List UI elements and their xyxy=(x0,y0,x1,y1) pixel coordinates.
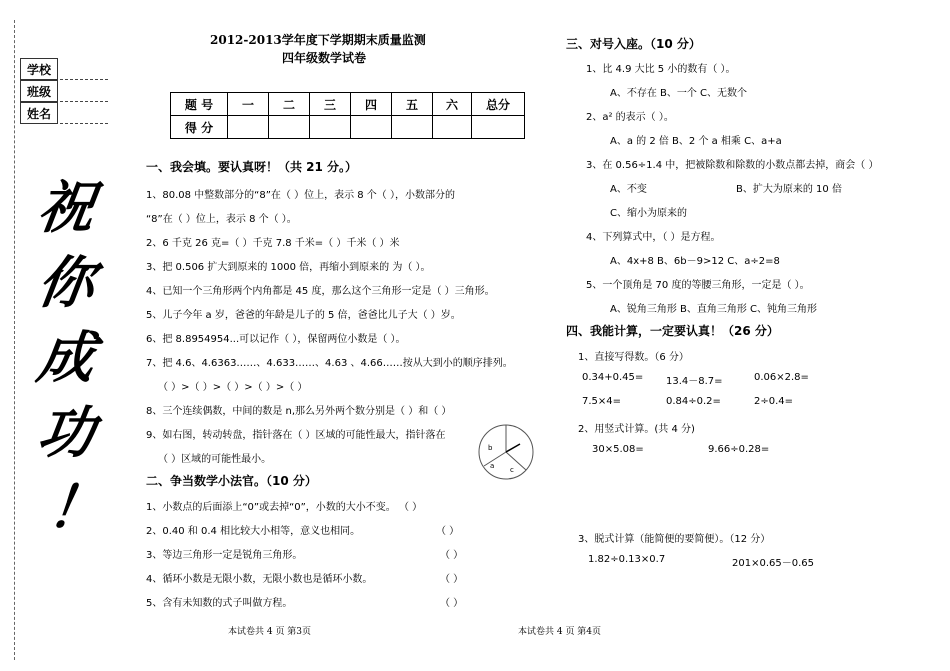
s1-line: “8”在（ ）位上，表示 8 个（ ）。 xyxy=(146,214,297,225)
score-cell[interactable] xyxy=(392,116,433,139)
s3-line: 5、一个顶角是 70 度的等腰三角形，一定是（ ）。 xyxy=(586,280,810,291)
s3-option: A、锐角三角形 B、直角三角形 C、钝角三角形 xyxy=(610,304,818,315)
section4-heading: 四、我能计算，一定要认真！（26 分） xyxy=(566,324,779,338)
s3-option: A、a 的 2 倍 B、2 个 a 相乘 C、a+a xyxy=(610,136,782,147)
footer-page-right: 本试卷共 4 页 第4页 xyxy=(518,627,602,637)
slogan-char-3: 成 xyxy=(33,325,99,391)
s1-line: 5、儿子今年 a 岁，爸爸的年龄是儿子的 5 倍，爸爸比儿子大（ ）岁。 xyxy=(146,310,461,321)
score-cell[interactable] xyxy=(269,116,310,139)
slogan-char-2: 你 xyxy=(33,250,99,316)
s3-option: B、扩大为原来的 10 倍 xyxy=(736,184,842,195)
score-cell[interactable] xyxy=(433,116,472,139)
s2-line: 3、等边三角形一定是锐角三角形。 xyxy=(146,550,303,561)
calc-item: 0.06×2.8= xyxy=(754,372,809,383)
s1-line: 9、如右图，转动转盘，指针落在（ ）区域的可能性最大，指针落在 xyxy=(146,430,446,441)
score-head-cell: 四 xyxy=(351,93,392,116)
score-table-score-row xyxy=(171,116,525,139)
s1-line: 1、80.08 中整数部分的“8”在（ ）位上，表示 8 个（ ），小数部分的 xyxy=(146,190,455,201)
answer-bracket[interactable]: （ ） xyxy=(440,598,464,609)
s3-line: 1、比 4.9 大比 5 小的数有（ ）。 xyxy=(586,64,736,75)
exam-title: 2012-2013学年度下学期期末质量监测 xyxy=(210,33,426,47)
answer-bracket[interactable]: （ ） xyxy=(440,574,464,585)
s3-line: 2、a² 的表示（ ）。 xyxy=(586,112,674,123)
spinner-label-c: c xyxy=(510,466,514,474)
calc-item: 2÷0.4= xyxy=(754,396,794,407)
vertical-calc-item: 9.66÷0.28= xyxy=(708,444,770,455)
spinner-label-a: a xyxy=(490,462,495,470)
answer-bracket[interactable]: （ ） xyxy=(440,550,464,561)
student-info-box xyxy=(20,58,108,128)
slogan-char-1: 祝 xyxy=(33,175,99,241)
s3-option: A、4x+8 B、6b－9>12 C、a÷2=8 xyxy=(610,256,780,267)
s1-line: 8、三个连续偶数，中间的数是 n,那么另外两个数分别是（ ）和（ ） xyxy=(146,406,452,417)
school-label: 学校 xyxy=(20,58,58,80)
info-row-school xyxy=(20,58,108,80)
section3-heading: 三、对号入座。（10 分） xyxy=(566,37,701,51)
s3-line: 3、在 0.56÷1.4 中，把被除数和除数的小数点都去掉，商会（ ） xyxy=(586,160,879,171)
s4-sub2: 2、用竖式计算。(共 4 分) xyxy=(578,424,695,435)
score-cell[interactable] xyxy=(472,116,525,139)
score-cell[interactable] xyxy=(351,116,392,139)
score-head-cell: 二 xyxy=(269,93,310,116)
info-row-name xyxy=(20,102,108,124)
score-head-cell: 题 号 xyxy=(171,93,228,116)
s1-line: 2、6 千克 26 克=（ ）千克 7.8 千米=（ ）千米（ ）米 xyxy=(146,238,400,249)
score-cell[interactable] xyxy=(228,116,269,139)
slogan-char-4: 功 xyxy=(33,400,99,466)
s1-line: 7、把 4.6、4.6363……、4.633……、4.63 、4.66……按从大到小的顺序排列。 xyxy=(146,358,513,369)
s3-line: 4、下列算式中，（ ）是方程。 xyxy=(586,232,721,243)
section2-heading: 二、争当数学小法官。（10 分） xyxy=(146,474,317,488)
calc-item: 7.5×4= xyxy=(582,396,622,407)
calc-item: 0.34+0.45= xyxy=(582,372,644,383)
answer-bracket[interactable]: （ ） xyxy=(436,526,460,537)
score-row-label: 得 分 xyxy=(171,116,228,139)
s1-line: 6、把 8.8954954...可以记作（ ），保留两位小数是（ ）。 xyxy=(146,334,406,345)
score-head-cell: 六 xyxy=(433,93,472,116)
calc-item: 0.84÷0.2= xyxy=(666,396,721,407)
spinner-figure xyxy=(476,422,536,482)
s1-line: 4、已知一个三角形两个内角都是 45 度，那么这个三角形一定是（ ）三角形。 xyxy=(146,286,495,297)
s4-sub1: 1、直接写得数。（6 分） xyxy=(578,352,689,363)
s1-line: （ ）>（ ）>（ ）>（ ）>（ ） xyxy=(158,382,308,393)
footer-page-left: 本试卷共 4 页 第3页 xyxy=(228,627,312,637)
score-head-cell: 一 xyxy=(228,93,269,116)
score-cell[interactable] xyxy=(310,116,351,139)
s3-option: A、不变 xyxy=(610,184,647,195)
vertical-calc-item: 30×5.08= xyxy=(592,444,644,455)
s1-line: （ ）区域的可能性最小。 xyxy=(158,454,272,465)
score-table xyxy=(170,92,525,139)
spinner-label-b: b xyxy=(488,444,493,452)
s3-option: A、不存在 B、一个 C、无数个 xyxy=(610,88,748,99)
s1-line: 3、把 0.506 扩大到原来的 1000 倍，再缩小到原来的 为（ ）。 xyxy=(146,262,431,273)
s2-line: 4、循环小数是无限小数，无限小数也是循环小数。 xyxy=(146,574,373,585)
score-head-cell: 五 xyxy=(392,93,433,116)
simplify-item: 1.82÷0.13×0.7 xyxy=(588,554,666,565)
score-head-cell: 三 xyxy=(310,93,351,116)
s2-line: 2、0.40 和 0.4 相比较大小相等，意义也相同。 xyxy=(146,526,361,537)
section1-heading: 一、我会填。要认真呀！（共 21 分。） xyxy=(146,160,358,174)
score-head-cell: 总分 xyxy=(472,93,525,116)
info-row-class xyxy=(20,80,108,102)
exam-subtitle: 四年级数学试卷 xyxy=(282,51,367,65)
s2-line: 5、含有未知数的式子叫做方程。 xyxy=(146,598,293,609)
binding-line xyxy=(14,20,15,660)
slogan-char-5: ！ xyxy=(43,475,109,541)
score-table-header-row xyxy=(171,93,525,116)
s2-line: 1、小数点的后面添上“0”或去掉“0”，小数的大小不变。 （ ） xyxy=(146,502,423,513)
simplify-item: 201×0.65－0.65 xyxy=(732,558,814,569)
name-label: 姓名 xyxy=(20,102,58,124)
s3-option: C、缩小为原来的 xyxy=(610,208,687,219)
class-label: 班级 xyxy=(20,80,58,102)
calc-item: 13.4－8.7= xyxy=(666,376,723,387)
s4-sub3: 3、脱式计算（能简便的要简便）。（12 分） xyxy=(578,534,771,545)
